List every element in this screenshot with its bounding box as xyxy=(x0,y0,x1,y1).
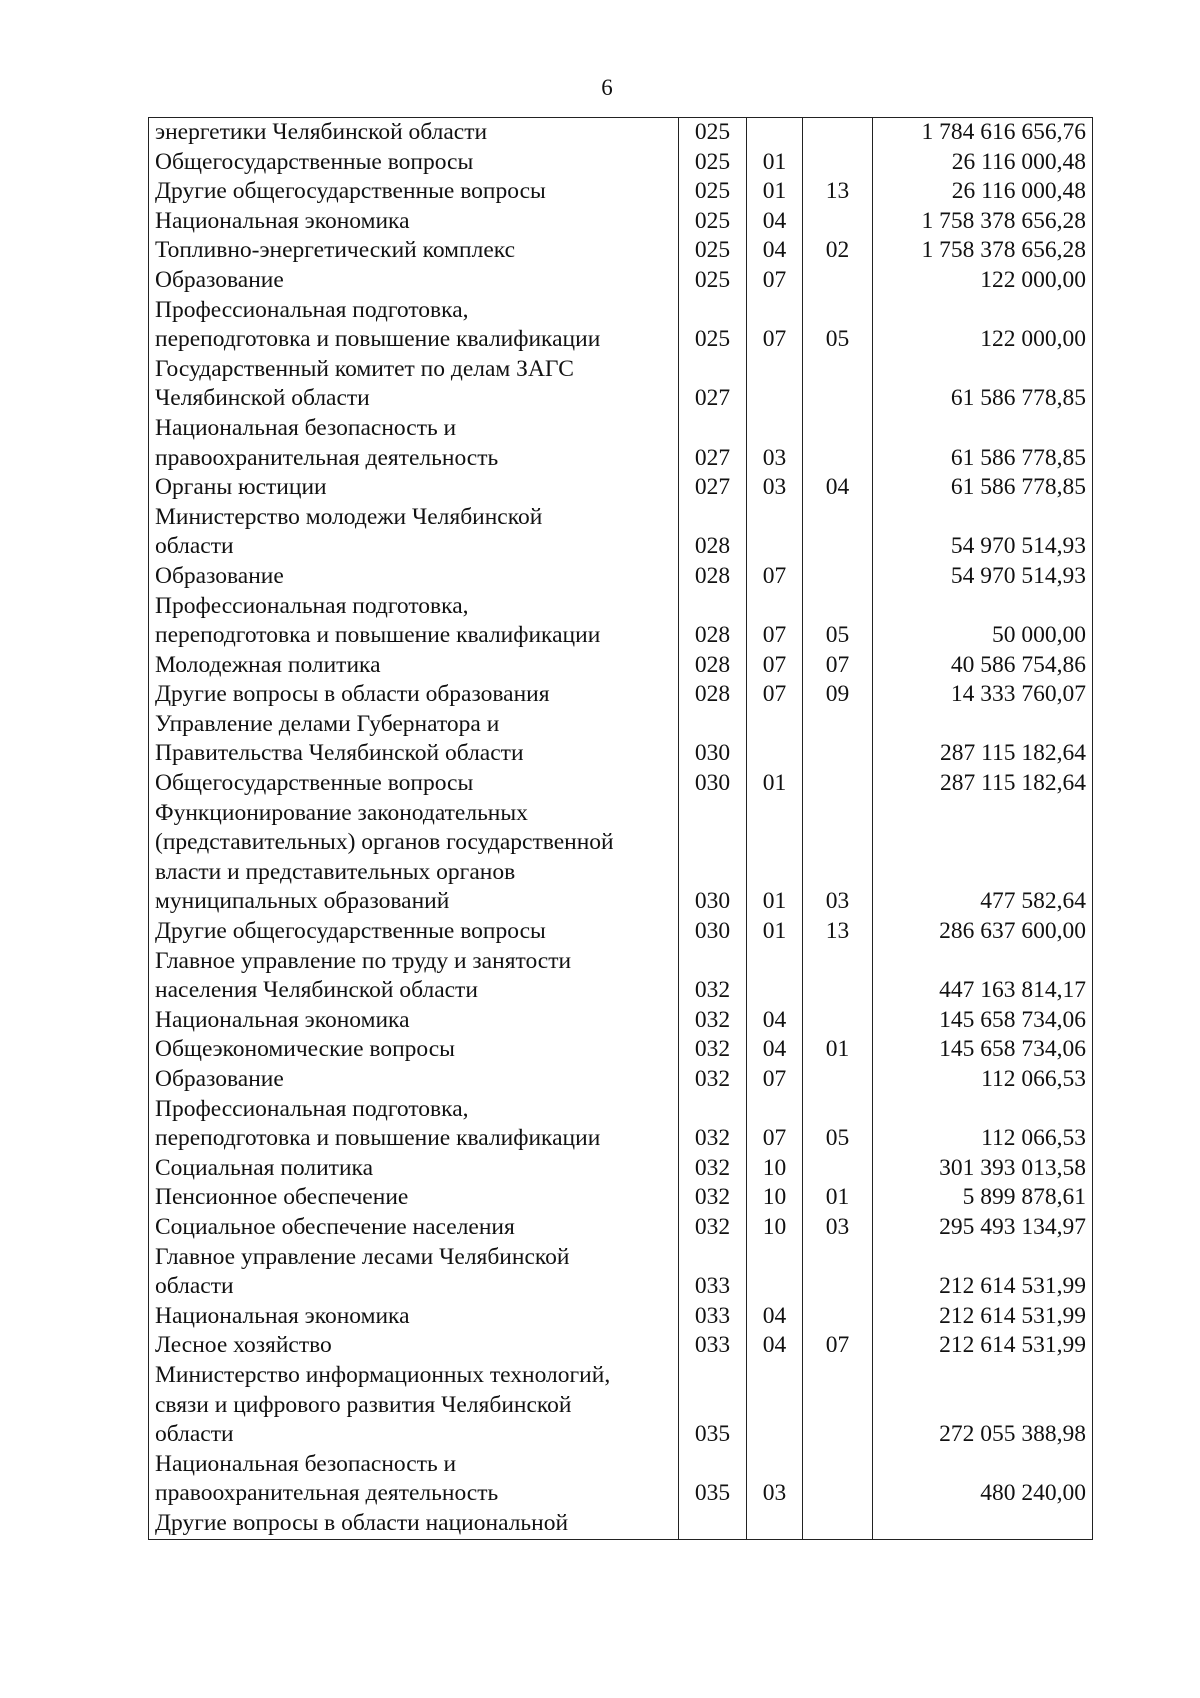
row-code: 027 xyxy=(679,355,747,414)
row-code: 028 xyxy=(679,562,747,592)
table-row xyxy=(149,651,1093,681)
row-code: 025 xyxy=(679,296,747,355)
table-row xyxy=(149,236,1093,266)
row-amount: 54 970 514,93 xyxy=(873,562,1093,592)
row-amount: 61 586 778,85 xyxy=(873,414,1093,473)
row-subsection xyxy=(803,355,873,414)
row-name: Министерство информационных технологий, связи и цифрового развития Челябинской области xyxy=(149,1361,679,1450)
row-subsection xyxy=(803,266,873,296)
row-section: 01 xyxy=(747,769,803,799)
row-name: Профессиональная подготовка, переподготовка и повышение квалификации xyxy=(149,296,679,355)
row-subsection: 01 xyxy=(803,1183,873,1213)
table-row xyxy=(149,1065,1093,1095)
row-section xyxy=(747,503,803,562)
row-amount: 295 493 134,97 xyxy=(873,1213,1093,1243)
row-amount: 286 637 600,00 xyxy=(873,917,1093,947)
row-subsection: 07 xyxy=(803,651,873,681)
row-section: 04 xyxy=(747,236,803,266)
row-name: Национальная экономика xyxy=(149,1006,679,1036)
row-amount: 272 055 388,98 xyxy=(873,1361,1093,1450)
row-amount: 301 393 013,58 xyxy=(873,1154,1093,1184)
row-subsection xyxy=(803,148,873,178)
row-section: 04 xyxy=(747,1035,803,1065)
row-code: 032 xyxy=(679,1213,747,1243)
row-section: 01 xyxy=(747,148,803,178)
row-amount: 50 000,00 xyxy=(873,592,1093,651)
row-code: 030 xyxy=(679,769,747,799)
row-section: 07 xyxy=(747,562,803,592)
row-name: Молодежная политика xyxy=(149,651,679,681)
row-amount: 477 582,64 xyxy=(873,799,1093,917)
row-name: Пенсионное обеспечение xyxy=(149,1183,679,1213)
row-section: 04 xyxy=(747,1302,803,1332)
row-section: 07 xyxy=(747,1095,803,1154)
row-section: 07 xyxy=(747,651,803,681)
table-row xyxy=(149,414,1093,473)
row-code: 028 xyxy=(679,503,747,562)
row-code: 025 xyxy=(679,148,747,178)
row-code: 032 xyxy=(679,1035,747,1065)
row-amount: 1 758 378 656,28 xyxy=(873,236,1093,266)
row-amount: 145 658 734,06 xyxy=(873,1035,1093,1065)
row-section xyxy=(747,1509,803,1539)
row-name: Другие общегосударственные вопросы xyxy=(149,177,679,207)
row-subsection: 09 xyxy=(803,680,873,710)
row-amount: 54 970 514,93 xyxy=(873,503,1093,562)
row-section: 01 xyxy=(747,917,803,947)
row-section xyxy=(747,118,803,148)
table-row xyxy=(149,1302,1093,1332)
row-code: 025 xyxy=(679,266,747,296)
row-section: 07 xyxy=(747,592,803,651)
row-name: Управление делами Губернатора и Правительства Челябинской области xyxy=(149,710,679,769)
row-amount: 447 163 814,17 xyxy=(873,947,1093,1006)
row-subsection xyxy=(803,562,873,592)
row-section: 03 xyxy=(747,414,803,473)
row-section: 07 xyxy=(747,296,803,355)
row-code: 025 xyxy=(679,118,747,148)
row-amount: 112 066,53 xyxy=(873,1095,1093,1154)
row-subsection: 03 xyxy=(803,1213,873,1243)
row-subsection xyxy=(803,1302,873,1332)
row-code: 025 xyxy=(679,236,747,266)
row-name: Социальное обеспечение населения xyxy=(149,1213,679,1243)
row-amount: 287 115 182,64 xyxy=(873,710,1093,769)
budget-table-body xyxy=(149,118,1093,1540)
table-row xyxy=(149,710,1093,769)
row-subsection xyxy=(803,947,873,1006)
table-row xyxy=(149,1213,1093,1243)
budget-table xyxy=(148,117,1093,1540)
table-row xyxy=(149,1154,1093,1184)
row-section: 03 xyxy=(747,1450,803,1509)
table-row xyxy=(149,1183,1093,1213)
row-code: 032 xyxy=(679,1183,747,1213)
row-subsection: 13 xyxy=(803,177,873,207)
row-subsection: 03 xyxy=(803,799,873,917)
row-name: Другие вопросы в области образования xyxy=(149,680,679,710)
row-name: Лесное хозяйство xyxy=(149,1331,679,1361)
row-amount: 5 899 878,61 xyxy=(873,1183,1093,1213)
row-subsection xyxy=(803,710,873,769)
table-row xyxy=(149,947,1093,1006)
table-row xyxy=(149,1035,1093,1065)
row-name: Общегосударственные вопросы xyxy=(149,148,679,178)
row-subsection xyxy=(803,1154,873,1184)
row-name: Профессиональная подготовка, переподготовка и повышение квалификации xyxy=(149,592,679,651)
row-section: 07 xyxy=(747,1065,803,1095)
row-name: Топливно-энергетический комплекс xyxy=(149,236,679,266)
row-code: 028 xyxy=(679,651,747,681)
row-name: Главное управление лесами Челябинской области xyxy=(149,1243,679,1302)
row-subsection xyxy=(803,207,873,237)
table-row xyxy=(149,148,1093,178)
row-amount: 122 000,00 xyxy=(873,296,1093,355)
row-name: Министерство молодежи Челябинской области xyxy=(149,503,679,562)
row-amount: 212 614 531,99 xyxy=(873,1331,1093,1361)
row-name: Образование xyxy=(149,562,679,592)
table-row xyxy=(149,503,1093,562)
row-amount: 122 000,00 xyxy=(873,266,1093,296)
row-code: 030 xyxy=(679,917,747,947)
table-row xyxy=(149,1509,1093,1539)
table-row xyxy=(149,680,1093,710)
row-amount: 40 586 754,86 xyxy=(873,651,1093,681)
row-section: 01 xyxy=(747,177,803,207)
row-subsection xyxy=(803,769,873,799)
table-row xyxy=(149,355,1093,414)
row-amount: 212 614 531,99 xyxy=(873,1243,1093,1302)
row-subsection xyxy=(803,1450,873,1509)
row-section xyxy=(747,1361,803,1450)
row-code: 035 xyxy=(679,1361,747,1450)
row-section: 03 xyxy=(747,473,803,503)
row-name: Главное управление по труду и занятости населения Челябинской области xyxy=(149,947,679,1006)
row-code: 032 xyxy=(679,947,747,1006)
row-subsection: 07 xyxy=(803,1331,873,1361)
row-section xyxy=(747,947,803,1006)
row-name: Функционирование законодательных (представительных) органов государственной власти и представительных органов муниципальных образований xyxy=(149,799,679,917)
row-subsection: 05 xyxy=(803,296,873,355)
row-subsection xyxy=(803,503,873,562)
row-amount: 480 240,00 xyxy=(873,1450,1093,1509)
row-subsection: 04 xyxy=(803,473,873,503)
row-section: 07 xyxy=(747,680,803,710)
row-code: 025 xyxy=(679,207,747,237)
row-code: 035 xyxy=(679,1450,747,1509)
row-code: 028 xyxy=(679,592,747,651)
row-amount: 212 614 531,99 xyxy=(873,1302,1093,1332)
row-name: энергетики Челябинской области xyxy=(149,118,679,148)
row-section: 04 xyxy=(747,1006,803,1036)
row-code: 032 xyxy=(679,1095,747,1154)
row-section xyxy=(747,1243,803,1302)
table-row xyxy=(149,592,1093,651)
row-name: Социальная политика xyxy=(149,1154,679,1184)
row-amount: 287 115 182,64 xyxy=(873,769,1093,799)
row-code: 028 xyxy=(679,680,747,710)
row-section: 04 xyxy=(747,207,803,237)
page-number: 6 xyxy=(601,75,613,100)
table-row xyxy=(149,1450,1093,1509)
row-subsection: 05 xyxy=(803,592,873,651)
row-section xyxy=(747,355,803,414)
row-code: 027 xyxy=(679,473,747,503)
table-row xyxy=(149,296,1093,355)
row-amount: 112 066,53 xyxy=(873,1065,1093,1095)
table-row xyxy=(149,118,1093,148)
row-amount: 1 758 378 656,28 xyxy=(873,207,1093,237)
row-subsection xyxy=(803,1065,873,1095)
table-row xyxy=(149,1361,1093,1450)
table-row xyxy=(149,562,1093,592)
row-name: Национальная безопасность и правоохранительная деятельность xyxy=(149,414,679,473)
row-code: 033 xyxy=(679,1243,747,1302)
row-subsection: 02 xyxy=(803,236,873,266)
row-section: 10 xyxy=(747,1183,803,1213)
table-row xyxy=(149,1331,1093,1361)
table-row xyxy=(149,1095,1093,1154)
row-name: Общегосударственные вопросы xyxy=(149,769,679,799)
row-name: Образование xyxy=(149,1065,679,1095)
row-code: 032 xyxy=(679,1154,747,1184)
row-name: Национальная экономика xyxy=(149,207,679,237)
table-row xyxy=(149,177,1093,207)
table-row xyxy=(149,799,1093,917)
row-section: 01 xyxy=(747,799,803,917)
row-amount: 145 658 734,06 xyxy=(873,1006,1093,1036)
table-row xyxy=(149,473,1093,503)
row-section xyxy=(747,710,803,769)
row-section: 10 xyxy=(747,1213,803,1243)
row-subsection: 13 xyxy=(803,917,873,947)
row-subsection: 01 xyxy=(803,1035,873,1065)
row-subsection: 05 xyxy=(803,1095,873,1154)
row-section: 10 xyxy=(747,1154,803,1184)
row-amount: 61 586 778,85 xyxy=(873,473,1093,503)
table-row xyxy=(149,917,1093,947)
row-subsection xyxy=(803,1509,873,1539)
row-section: 07 xyxy=(747,266,803,296)
row-name: Национальная экономика xyxy=(149,1302,679,1332)
row-name: Государственный комитет по делам ЗАГС Челябинской области xyxy=(149,355,679,414)
row-subsection xyxy=(803,414,873,473)
row-code: 027 xyxy=(679,414,747,473)
row-code xyxy=(679,1509,747,1539)
row-name: Общеэкономические вопросы xyxy=(149,1035,679,1065)
row-code: 032 xyxy=(679,1006,747,1036)
table-row xyxy=(149,1006,1093,1036)
row-code: 030 xyxy=(679,799,747,917)
row-name: Образование xyxy=(149,266,679,296)
row-name: Профессиональная подготовка, переподготовка и повышение квалификации xyxy=(149,1095,679,1154)
table-row xyxy=(149,1243,1093,1302)
table-row xyxy=(149,207,1093,237)
row-name: Другие общегосударственные вопросы xyxy=(149,917,679,947)
row-name: Органы юстиции xyxy=(149,473,679,503)
row-code: 033 xyxy=(679,1302,747,1332)
row-subsection xyxy=(803,118,873,148)
row-subsection xyxy=(803,1243,873,1302)
row-subsection xyxy=(803,1361,873,1450)
row-code: 033 xyxy=(679,1331,747,1361)
row-code: 025 xyxy=(679,177,747,207)
row-amount: 14 333 760,07 xyxy=(873,680,1093,710)
row-amount: 26 116 000,48 xyxy=(873,177,1093,207)
row-code: 030 xyxy=(679,710,747,769)
table-row xyxy=(149,266,1093,296)
row-code: 032 xyxy=(679,1065,747,1095)
row-amount: 1 784 616 656,76 xyxy=(873,118,1093,148)
row-amount: 61 586 778,85 xyxy=(873,355,1093,414)
row-amount xyxy=(873,1509,1093,1539)
row-subsection xyxy=(803,1006,873,1036)
row-name: Другие вопросы в области национальной xyxy=(149,1509,679,1539)
row-amount: 26 116 000,48 xyxy=(873,148,1093,178)
row-name: Национальная безопасность и правоохранительная деятельность xyxy=(149,1450,679,1509)
row-section: 04 xyxy=(747,1331,803,1361)
table-row xyxy=(149,769,1093,799)
